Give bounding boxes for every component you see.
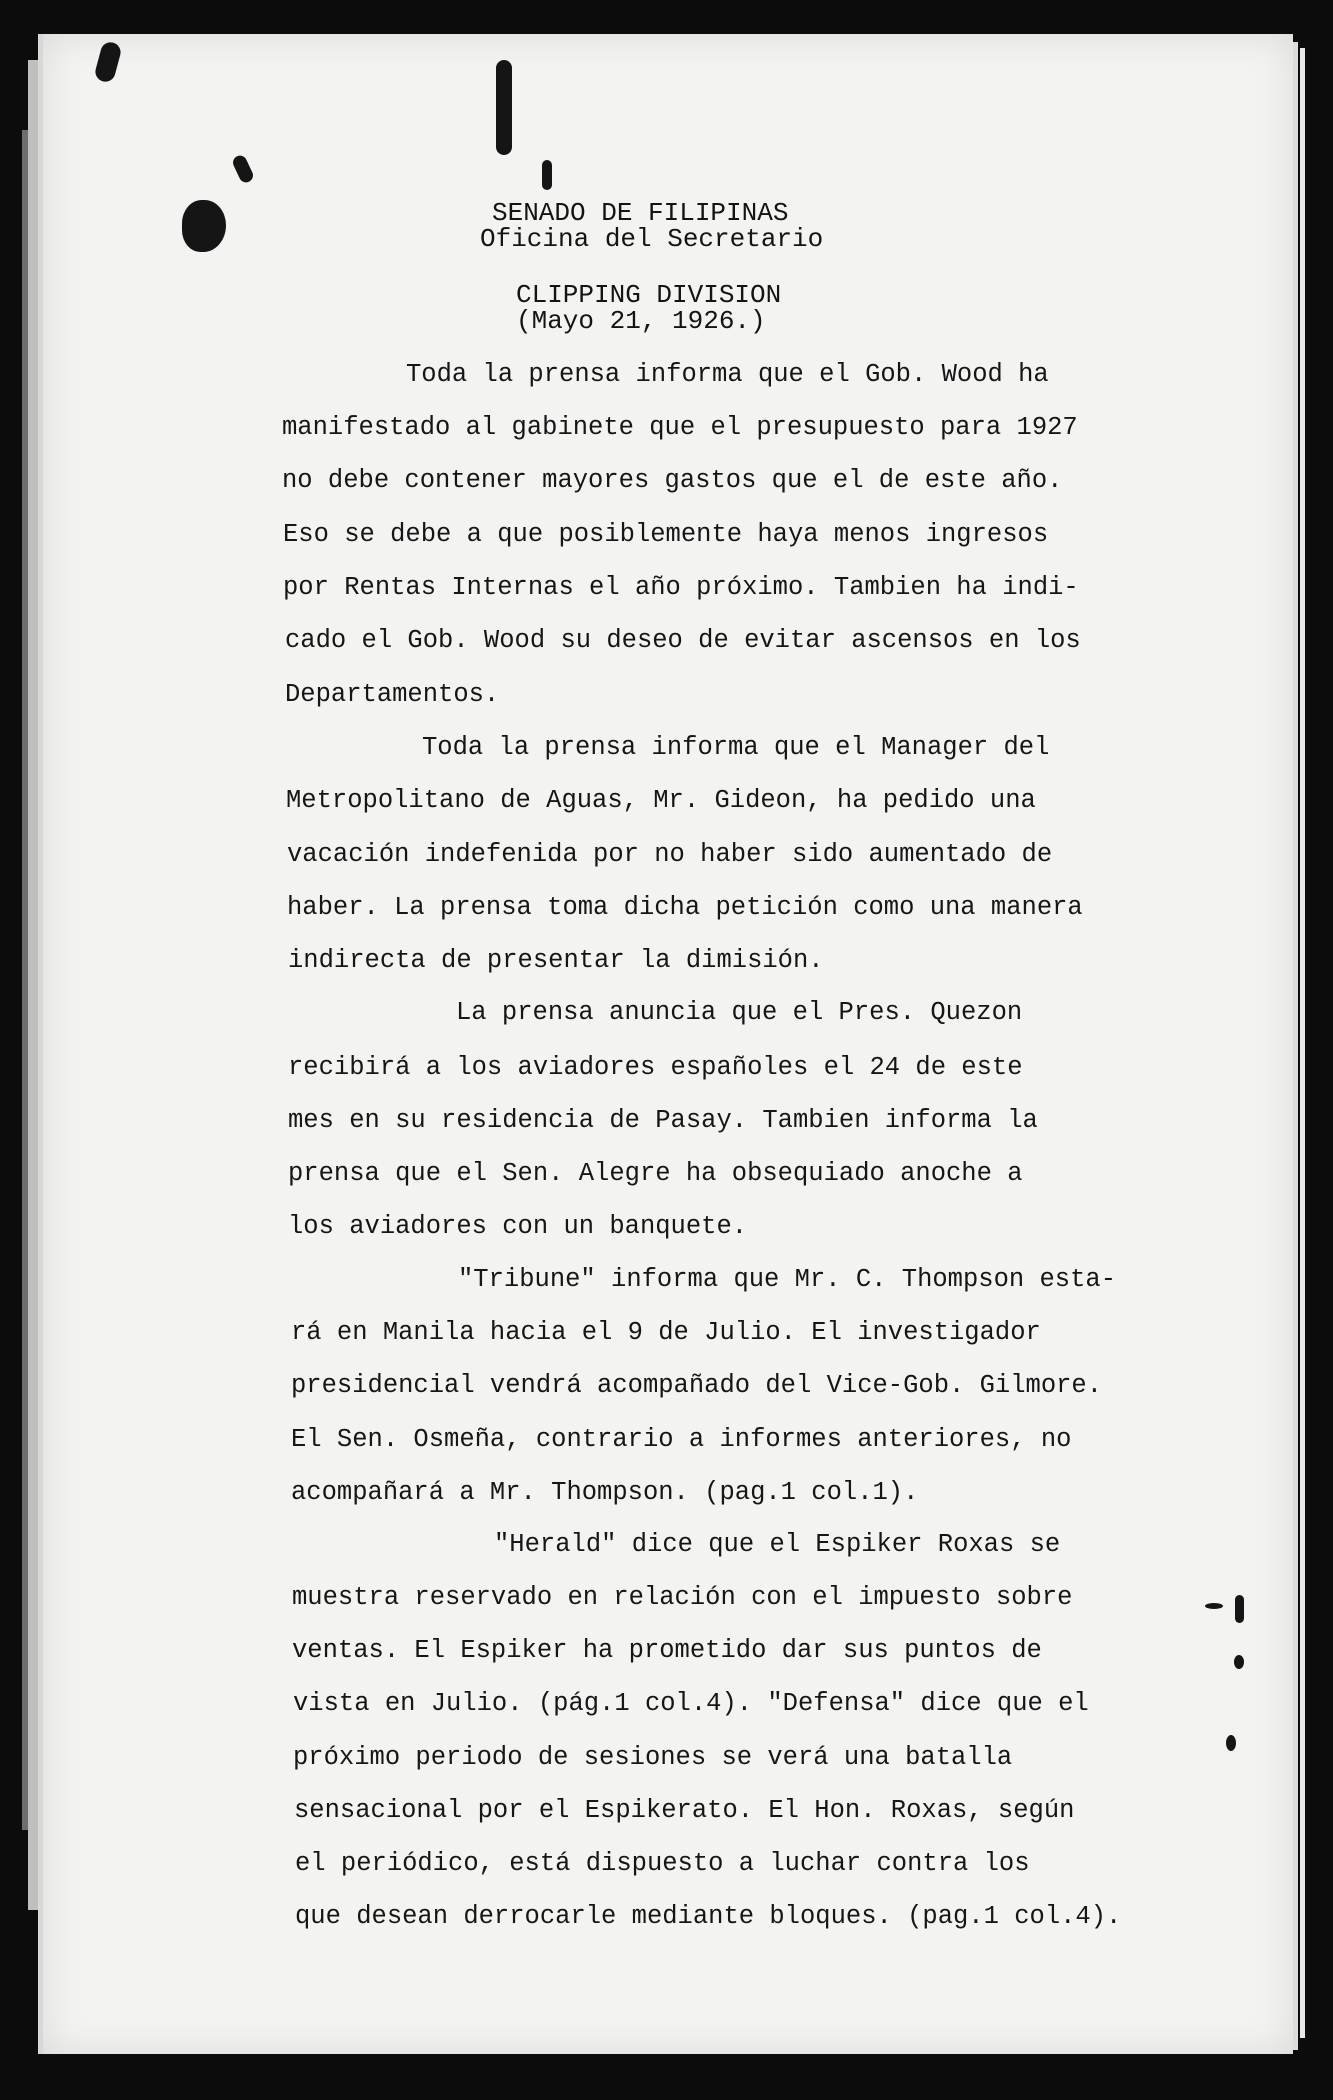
body-line: sensacional por el Espikerato. El Hon. Roxas, según bbox=[294, 1796, 1075, 1825]
ink-stain bbox=[1205, 1603, 1223, 1609]
ink-stain bbox=[1234, 1655, 1244, 1669]
body-line: El Sen. Osmeña, contrario a informes anteriores, no bbox=[291, 1425, 1072, 1454]
ink-stain bbox=[542, 160, 552, 190]
body-line: presidencial vendrá acompañado del Vice-Gob. Gilmore. bbox=[291, 1371, 1103, 1400]
body-line: vista en Julio. (pág.1 col.4). "Defensa" dice que el bbox=[293, 1689, 1089, 1718]
body-line: Departamentos. bbox=[285, 680, 500, 709]
body-line: próximo periodo de sesiones se verá una batalla bbox=[293, 1743, 1013, 1772]
body-line: recibirá a los aviadores españoles el 24 de este bbox=[288, 1053, 1023, 1082]
body-line: haber. La prensa toma dicha petición como una manera bbox=[287, 893, 1083, 922]
body-line: Toda la prensa informa que el Gob. Wood ha bbox=[406, 360, 1049, 389]
ink-stain bbox=[1235, 1595, 1244, 1623]
body-line: "Herald" dice que el Espiker Roxas se bbox=[494, 1530, 1061, 1559]
body-line: manifestado al gabinete que el presupuesto para 1927 bbox=[282, 413, 1078, 442]
body-line: La prensa anuncia que el Pres. Quezon bbox=[456, 998, 1023, 1027]
body-line: indirecta de presentar la dimisión. bbox=[288, 946, 824, 975]
body-line: muestra reservado en relación con el impuesto sobre bbox=[292, 1583, 1073, 1612]
body-line: Eso se debe a que posiblemente haya menos ingresos bbox=[283, 520, 1049, 549]
body-line: por Rentas Internas el año próximo. Tambien ha indi- bbox=[283, 573, 1079, 602]
body-line: los aviadores con un banquete. bbox=[288, 1212, 748, 1241]
ink-stain bbox=[1226, 1735, 1236, 1751]
body-line: vacación indefenida por no haber sido aumentado de bbox=[287, 840, 1053, 869]
body-line: el periódico, está dispuesto a luchar contra los bbox=[295, 1849, 1030, 1878]
body-line: que desean derrocarle mediante bloques. (pag.1 col.4). bbox=[295, 1902, 1122, 1931]
header-date: (Mayo 21, 1926.) bbox=[516, 306, 766, 336]
paper-edge-right-inner bbox=[1300, 48, 1305, 2038]
body-line: ventas. El Espiker ha prometido dar sus puntos de bbox=[292, 1636, 1042, 1665]
body-line: Metropolitano de Aguas, Mr. Gideon, ha pedido una bbox=[286, 786, 1036, 815]
body-line: rá en Manila hacia el 9 de Julio. El investigador bbox=[291, 1318, 1041, 1347]
ink-stain bbox=[496, 60, 512, 155]
body-line: acompañará a Mr. Thompson. (pag.1 col.1). bbox=[291, 1478, 919, 1507]
header-senate: SENADO DE FILIPINAS bbox=[492, 198, 789, 228]
body-line: "Tribune" informa que Mr. C. Thompson esta- bbox=[458, 1265, 1117, 1294]
header-office: Oficina del Secretario bbox=[480, 224, 824, 254]
body-line: mes en su residencia de Pasay. Tambien informa la bbox=[288, 1106, 1038, 1135]
header-division: CLIPPING DIVISION bbox=[516, 280, 782, 310]
body-line: prensa que el Sen. Alegre ha obsequiado anoche a bbox=[288, 1159, 1023, 1188]
body-line: Toda la prensa informa que el Manager del bbox=[422, 733, 1050, 762]
body-line: no debe contener mayores gastos que el de este año. bbox=[282, 466, 1063, 495]
body-line: cado el Gob. Wood su deseo de evitar ascensos en los bbox=[285, 626, 1081, 655]
